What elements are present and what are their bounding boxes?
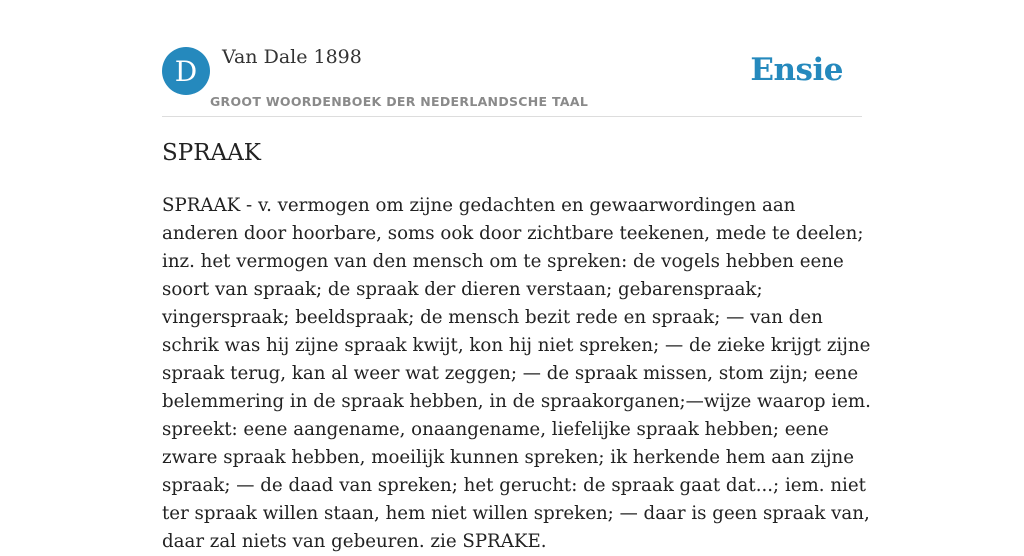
- brand-logo[interactable]: Ensie: [750, 52, 843, 88]
- source-header: [162, 40, 862, 117]
- source-title[interactable]: Van Dale 1898: [222, 46, 362, 68]
- entry-title: SPRAAK: [162, 140, 261, 166]
- source-subtitle: GROOT WOORDENBOEK DER NEDERLANDSCHE TAAL: [210, 94, 589, 109]
- entry-body: SPRAAK - v. vermogen om zijne gedachten en gewaarwordingen aan anderen door hoorbare, soms ook door zichtbare teekenen, mede te deelen; inz. het vermogen van den mensch om te spreken: de vogels hebben eene soort van spraak; de spraak der dieren verstaan; gebarenspraak; vingerspraak; beeldspraak; de mensch bezit rede en spraak; — van den schrik was hij zijne spraak kwijt, kon hij niet spreken; — de zieke krijgt zijne spraak terug, kan al weer wat zeggen; — de spraak missen, stom zijn; eene belemmering in de spraak hebben, in de spraakorganen;—wijze waarop iem. spreekt: eene aangename, onaangename, liefelijke spraak hebben; eene zware spraak hebben, moeilijk kunnen spreken; ik herkende hem aan zijne spraak; — de daad van spreken; het gerucht: de spraak gaat dat...; iem. niet ter spraak willen staan, hem niet willen spreken; — daar is geen spraak van, daar zal niets van gebeuren. zie SPRAKE.: [162, 195, 871, 552]
- source-avatar[interactable]: D: [162, 47, 210, 95]
